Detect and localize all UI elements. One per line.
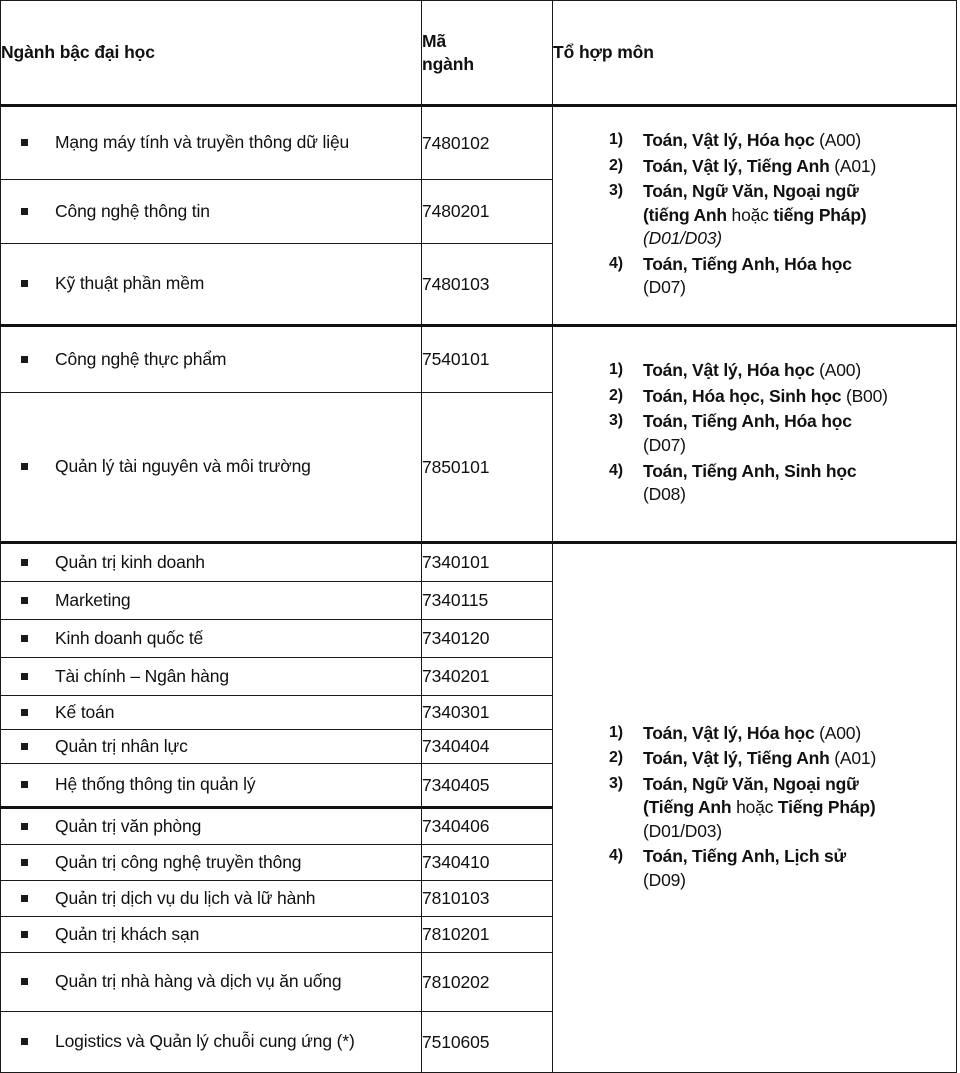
combination-cell [553,326,957,543]
combination-item [553,359,956,383]
column-header-major: Ngành bậc đại học [1,1,422,106]
column-header-code [422,1,553,106]
table-row [1,106,957,180]
column-header-code-line2: ngành [422,53,474,74]
major-label: Quản trị nhân lực [55,735,188,756]
combination-subjects: Toán, Tiếng Anh, Sinh học [643,460,857,481]
bullet-square-icon [21,356,28,363]
combination-code: (D07) [643,277,686,298]
major-cell [1,808,422,845]
major-cell [1,106,422,180]
code-cell: 7340101 [422,543,553,582]
code-cell: 7340405 [422,764,553,808]
combination-item [553,410,956,457]
major-label: Logistics và Quản lý chuỗi cung ứng (*) [55,1031,355,1052]
combination-subjects-conj: hoặc [726,204,774,225]
major-cell [1,180,422,244]
code-cell: 7480201 [422,180,553,244]
major-label: Tài chính – Ngân hàng [55,665,229,686]
code-cell: 7340406 [422,808,553,845]
major-label: Kinh doanh quốc tế [55,627,204,648]
major-label: Kỹ thuật phần mềm [55,273,205,294]
combination-code: (D01/D03) [643,228,722,249]
combination-cell [553,543,957,1073]
combination-code: (A01) [834,748,877,769]
bullet-square-icon [21,781,28,788]
bullet-square-icon [21,673,28,680]
combination-subjects-alt-b: Tiếng Pháp) [777,797,876,818]
major-label: Quản trị kinh doanh [55,551,205,572]
column-header-code-line1: Mã [422,31,447,52]
bullet-square-icon [21,895,28,902]
combination-subjects: Toán, Hóa học, Sinh học [643,385,842,406]
combination-code: (B00) [845,385,888,406]
combination-item [553,129,956,153]
major-cell [1,764,422,808]
code-cell: 7810202 [422,953,553,1012]
combination-subjects-conj: hoặc [731,797,778,818]
bullet-square-icon [21,859,28,866]
code-cell: 7810103 [422,881,553,917]
code-cell: 7510605 [422,1012,553,1073]
major-label: Công nghệ thông tin [55,200,210,221]
code-cell: 7480102 [422,106,553,180]
major-label: Quản trị công nghệ truyền thông [55,851,302,872]
combination-code: (D07) [643,435,686,455]
code-cell: 7340410 [422,845,553,881]
combination-code: (A00) [819,722,861,743]
combination-code: (A00) [819,130,861,151]
major-cell [1,582,422,620]
combination-subjects-alt-a: (Tiếng Anh [643,797,732,818]
bullet-square-icon [21,709,28,716]
combination-item [553,155,956,179]
column-header-combination: Tổ hợp môn [553,1,957,106]
major-label: Quản trị văn phòng [55,815,202,836]
code-cell: 7340301 [422,696,553,730]
combination-subjects: Toán, Tiếng Anh, Lịch sử [643,846,846,867]
table-header-row [1,1,957,106]
combination-subjects: Toán, Ngữ Văn, Ngoại ngữ [643,773,859,794]
combination-item [553,253,956,300]
combination-code: (A01) [834,155,877,176]
table-row [1,543,957,582]
major-cell [1,917,422,953]
combination-code: (D08) [643,484,686,505]
combination-item [553,180,956,251]
bullet-square-icon [21,1038,28,1045]
bullet-square-icon [21,978,28,985]
bullet-square-icon [21,208,28,215]
combination-subjects: Toán, Vật lý, Hóa học [643,130,815,151]
bullet-square-icon [21,597,28,604]
combination-subjects-alt-b: tiếng Pháp) [773,204,867,225]
bullet-square-icon [21,463,28,470]
major-cell [1,620,422,658]
combination-item [553,460,956,507]
major-label: Kế toán [55,701,115,722]
major-cell [1,244,422,326]
bullet-square-icon [21,635,28,642]
combination-item [553,385,956,409]
bullet-square-icon [21,139,28,146]
bullet-square-icon [21,559,28,566]
major-cell [1,845,422,881]
combination-subjects: Toán, Ngữ Văn, Ngoại ngữ [643,181,859,202]
table-body [1,106,957,1073]
combination-list [553,129,956,300]
major-cell [1,658,422,696]
code-cell: 7810201 [422,917,553,953]
combination-subjects: Toán, Tiếng Anh, Hóa học [643,253,852,274]
code-cell: 7540101 [422,326,553,393]
major-label: Quản trị khách sạn [55,923,200,944]
major-cell [1,730,422,764]
major-cell [1,953,422,1012]
combination-code: (D09) [643,869,686,890]
bullet-square-icon [21,823,28,830]
combination-subjects: Toán, Vật lý, Hóa học [643,360,815,381]
major-label: Công nghệ thực phẩm [55,348,227,369]
bullet-square-icon [21,931,28,938]
table-row [1,326,957,393]
code-cell: 7480103 [422,244,553,326]
major-label: Mạng máy tính và truyền thông dữ liệu [55,132,350,153]
major-cell [1,696,422,730]
combination-list [553,359,956,506]
code-cell: 7850101 [422,393,553,543]
combination-item [553,773,956,844]
code-cell: 7340120 [422,620,553,658]
combination-item [553,845,956,892]
major-label: Marketing [55,589,131,610]
major-label: Quản trị dịch vụ du lịch và lữ hành [55,887,316,908]
major-label: Quản trị nhà hàng và dịch vụ ăn uống [55,971,342,992]
major-cell [1,881,422,917]
major-cell [1,393,422,543]
code-cell: 7340201 [422,658,553,696]
combination-item [553,722,956,746]
combination-subjects: Toán, Vật lý, Tiếng Anh [643,155,830,176]
major-cell [1,543,422,582]
code-cell: 7340404 [422,730,553,764]
combination-cell [553,106,957,326]
major-cell [1,1012,422,1073]
combination-code: (A00) [819,360,861,381]
bullet-square-icon [21,743,28,750]
combination-code: (D01/D03) [643,820,722,841]
combination-item [553,747,956,771]
major-cell [1,326,422,393]
combination-subjects-alt-a: (tiếng Anh [643,204,727,225]
combination-subjects: Toán, Vật lý, Hóa học [643,722,815,743]
major-label: Hệ thống thông tin quản lý [55,774,256,795]
major-label: Quản lý tài nguyên và môi trường [55,456,311,477]
code-cell: 7340115 [422,582,553,620]
combination-list [553,722,956,893]
combination-subjects: Toán, Tiếng Anh, Hóa học [643,411,852,432]
bullet-square-icon [21,280,28,287]
combination-subjects: Toán, Vật lý, Tiếng Anh [643,748,830,769]
